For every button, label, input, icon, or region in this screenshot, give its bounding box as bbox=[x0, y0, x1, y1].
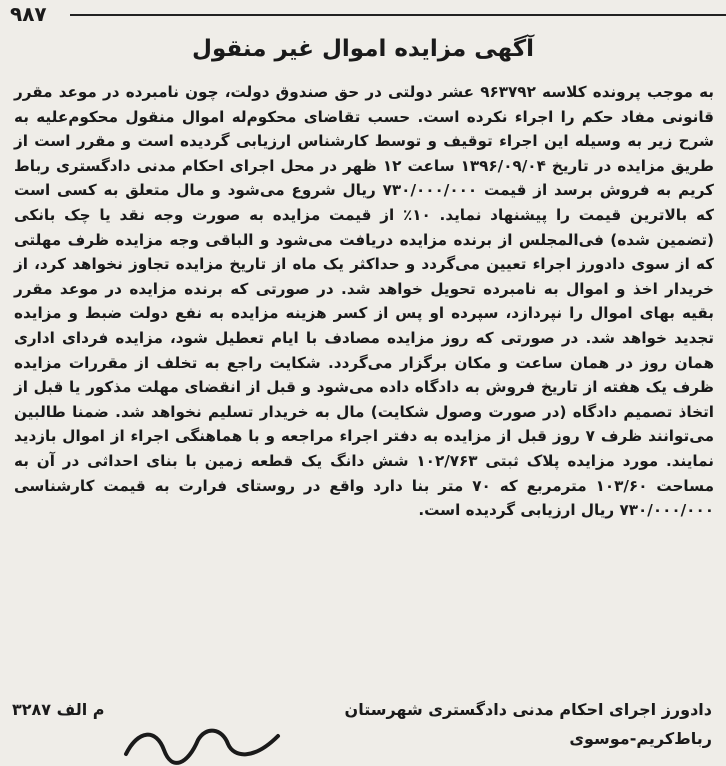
notice-code: م الف ۳۲۸۷ bbox=[12, 700, 105, 719]
top-rule bbox=[70, 14, 726, 16]
signature-title: دادورز اجرای احکام مدنی دادگستری شهرستان bbox=[344, 700, 712, 719]
signature-block bbox=[345, 700, 712, 748]
notice-body: به موجب پرونده کلاسه ۹۶۳۷۹۲ عشر دولتی در حق صندوق دولت، چون نامبرده در موعد مقرر قانونی مفاد حکم را اجراء نکرده است. حسب تقاضای محکوم‌له اموال منقول محکوم‌علیه به شرح زیر به وسیله این اجراء توقیف و توسط کارشناس ارزیابی گردیده است و مقرر است از طریق مزایده در تاریخ ۱۳۹۶/۰۹/۰۴ ساعت ۱۲ ظهر در محل اجرای احکام مدنی دادگستری رباط کریم به فروش برسد از قیمت ۷۳۰/۰۰۰/۰۰۰ ریال شروع می‌شود و مال متعلق به کسی است که بالاترین قیمت را پیشنهاد نماید. ۱۰٪ از قیمت مزایده به صورت وجه نقد یا چک بانکی (تضمین شده) فی‌المجلس از برنده مزایده دریافت می‌شود و الباقی وجه مزایده ظرف مهلتی که از سوی دادورز اجراء تعیین می‌گردد و حداکثر یک ماه از تاریخ مزایده تجاوز نخواهد کرد، از خریدار اخذ و اموال به نامبرده تحویل خواهد شد. در صورتی که برنده مزایده در موعد مقرر بقیه بهای اموال را نپردازد، سپرده او پس از کسر هزینه مزایده به نفع دولت ضبط و مزایده تجدید خواهد شد. در صورتی که روز مزایده مصادف با ایام تعطیل شود، مزایده فردای اداری همان روز در همان ساعت و مکان برگزار می‌گردد. شکایت راجع به تخلف از مقررات مزایده ظرف یک هفته از تاریخ فروش به دادگاه داده می‌شود و قبل از انقضای مهلت مذکور یا قبل از اتخاذ تصمیم دادگاه (در صورت وصول شکایت) مال به خریدار تسلیم نخواهد شد. ضمنا طالبین می‌توانند ظرف ۷ روز قبل از مزایده به دفتر اجراء مراجعه و با هماهنگی اجراء از اموال بازدید نمایند. مورد مزایده پلاک ثبتی ۱۰۲/۷۶۳ شش دانگ یک قطعه زمین با بنای احداثی در آن به مساحت ۱۰۳/۶۰ مترمربع که ۷۰ متر بنا دارد واقع در روستای فرارت به قیمت کارشناسی ۷۳۰/۰۰۰/۰۰۰ ریال ارزیابی گردیده است. bbox=[14, 83, 715, 520]
page-number: ۹۸۷ bbox=[10, 2, 47, 26]
signature-name: رباط‌کریم-موسوی bbox=[569, 729, 712, 748]
handwritten-mark bbox=[118, 720, 288, 766]
notice-title: آگهی مزایده اموال غیر منقول bbox=[191, 36, 535, 62]
